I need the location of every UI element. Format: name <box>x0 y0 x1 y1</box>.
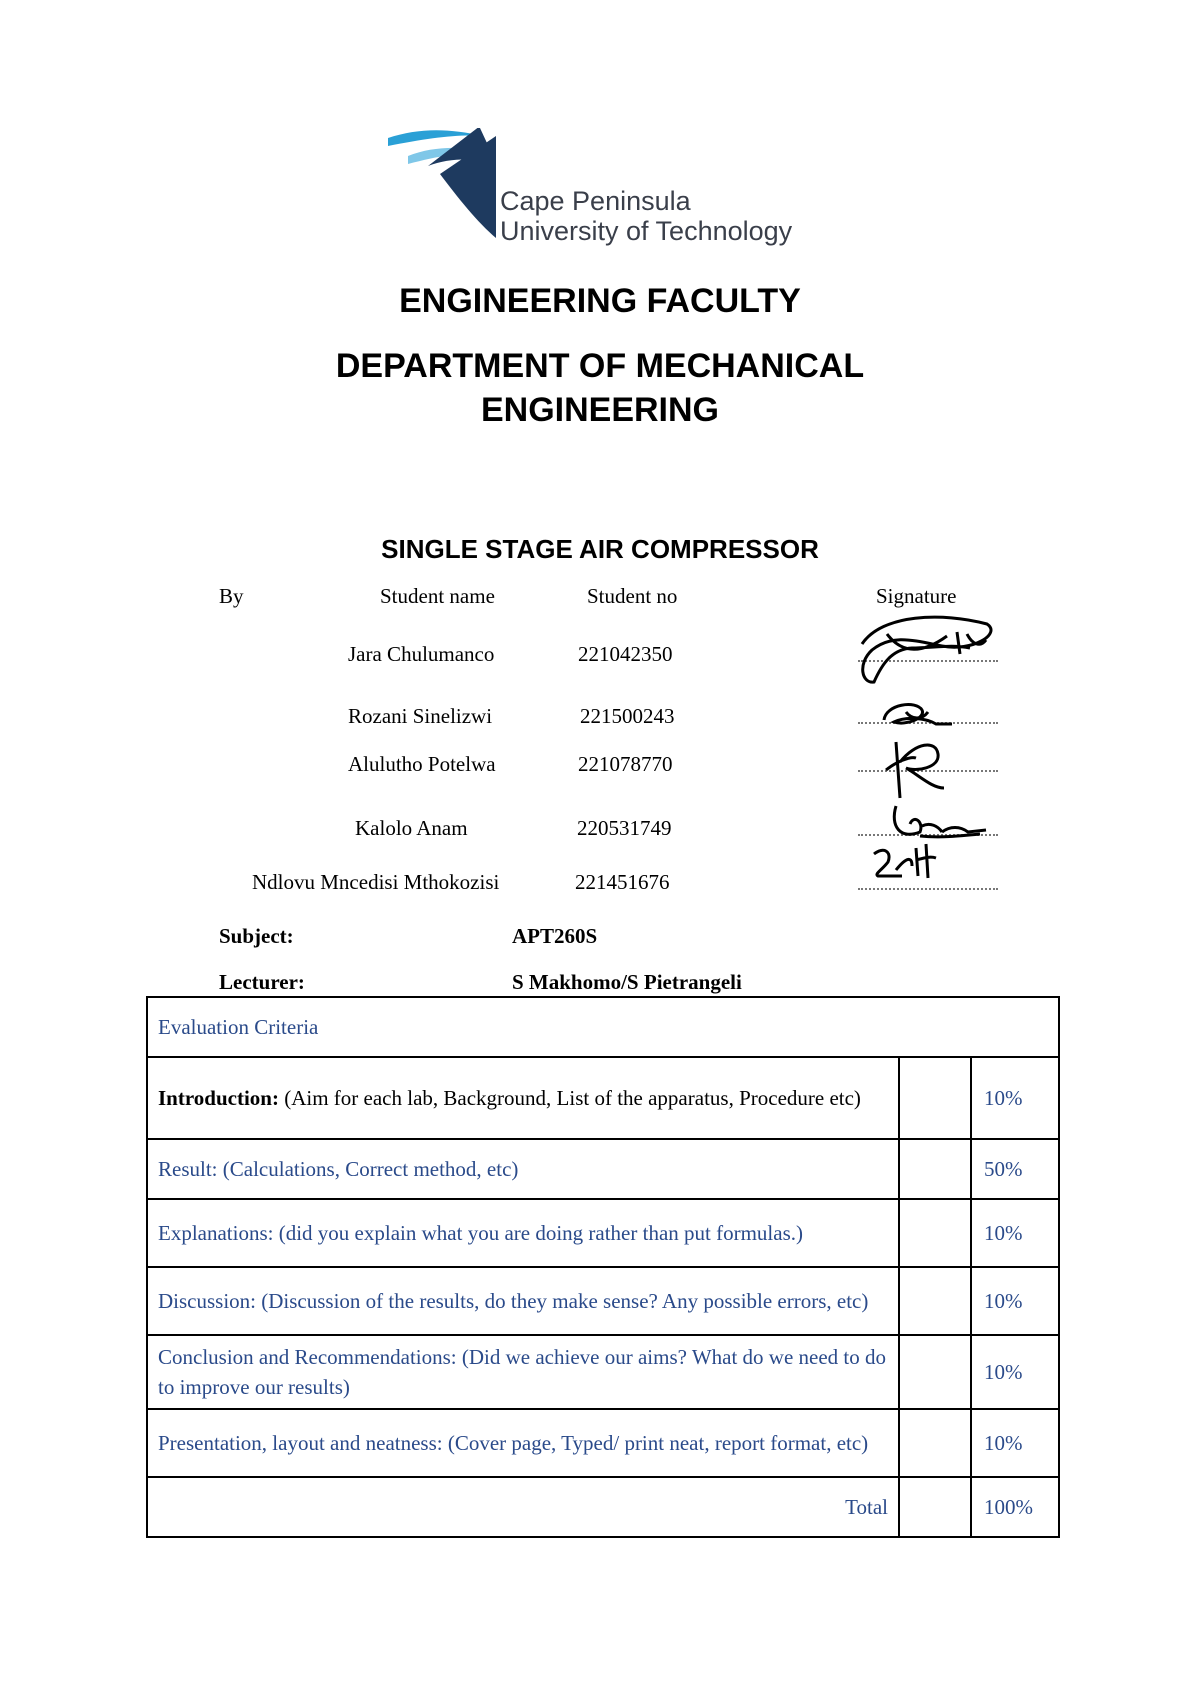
criteria-cell: Conclusion and Recommendations: (Did we achieve our aims? What do we need to do to improve our results) <box>147 1335 899 1409</box>
criteria-cell: Discussion: (Discussion of the results, do they make sense? Any possible errors, etc) <box>147 1267 899 1335</box>
table-header-row <box>147 997 1059 1057</box>
student-no-1: 221042350 <box>578 642 673 666</box>
student-name-2: Rozani Sinelizwi <box>348 704 493 728</box>
student-name-5: Ndlovu Mncedisi Mthokozisi <box>252 870 500 894</box>
signature-line-5 <box>858 888 998 890</box>
evaluation-criteria-table <box>146 996 1060 1538</box>
criteria-label: Introduction: <box>158 1086 279 1110</box>
signature-2-icon <box>876 698 956 734</box>
table-row <box>147 1335 1059 1409</box>
student-no-2: 221500243 <box>580 704 675 728</box>
logo-text-line1: Cape Peninsula <box>500 186 691 216</box>
weight-cell: 10% <box>971 1335 1059 1409</box>
signature-1-icon <box>852 604 1002 690</box>
lecturer-label: Lecturer: <box>219 970 305 994</box>
student-name-header: Student name <box>380 584 495 608</box>
weight-cell: 50% <box>971 1139 1059 1199</box>
score-cell[interactable] <box>899 1409 971 1477</box>
table-row <box>147 1199 1059 1267</box>
department-heading-line1: DEPARTMENT OF MECHANICAL <box>335 347 865 385</box>
table-row <box>147 1409 1059 1477</box>
student-no-header: Student no <box>587 584 678 608</box>
student-name-1: Jara Chulumanco <box>348 642 495 666</box>
logo-text-line2: University of Technology <box>500 216 793 246</box>
lecturer-value: S Makhomo/S Pietrangeli <box>512 970 742 994</box>
weight-cell: 10% <box>971 1199 1059 1267</box>
total-score-cell[interactable] <box>899 1477 971 1537</box>
student-no-4: 220531749 <box>577 816 672 840</box>
score-cell[interactable] <box>899 1335 971 1409</box>
signature-header: Signature <box>876 584 957 608</box>
weight-cell: 10% <box>971 1267 1059 1335</box>
criteria-cell: Result: (Calculations, Correct method, etc) <box>147 1139 899 1199</box>
subject-value: APT260S <box>512 924 598 948</box>
student-no-5: 221451676 <box>575 870 670 894</box>
score-cell[interactable] <box>899 1139 971 1199</box>
score-cell[interactable] <box>899 1199 971 1267</box>
evaluation-heading: Evaluation Criteria <box>147 997 1059 1057</box>
table-row <box>147 1057 1059 1139</box>
total-label: Total <box>147 1477 899 1537</box>
subject-label: Subject: <box>219 924 294 948</box>
signature-4-icon <box>880 796 990 844</box>
weight-cell: 10% <box>971 1057 1059 1139</box>
table-row <box>147 1267 1059 1335</box>
faculty-heading: ENGINEERING FACULTY <box>399 282 801 320</box>
total-percent: 100% <box>971 1477 1059 1537</box>
criteria-text: (Aim for each lab, Background, List of the apparatus, Procedure etc) <box>278 1086 861 1110</box>
table-row <box>147 1139 1059 1199</box>
weight-cell: 10% <box>971 1409 1059 1477</box>
department-heading <box>0 344 1200 432</box>
by-label: By <box>219 584 244 608</box>
score-cell[interactable] <box>899 1267 971 1335</box>
university-logo <box>388 128 848 258</box>
student-no-3: 221078770 <box>578 752 673 776</box>
signature-3-icon <box>876 732 956 804</box>
department-heading-line2: ENGINEERING <box>480 391 720 429</box>
student-name-4: Kalolo Anam <box>355 816 468 840</box>
criteria-cell <box>147 1057 899 1139</box>
score-cell[interactable] <box>899 1057 971 1139</box>
student-name-3: Alulutho Potelwa <box>348 752 496 776</box>
cput-emblem-icon <box>388 128 508 248</box>
report-title: SINGLE STAGE AIR COMPRESSOR <box>381 534 819 564</box>
criteria-cell: Presentation, layout and neatness: (Cover page, Typed/ print neat, report format, etc) <box>147 1409 899 1477</box>
criteria-cell: Explanations: (did you explain what you are doing rather than put formulas.) <box>147 1199 899 1267</box>
total-row <box>147 1477 1059 1537</box>
signature-5-icon <box>868 840 948 882</box>
